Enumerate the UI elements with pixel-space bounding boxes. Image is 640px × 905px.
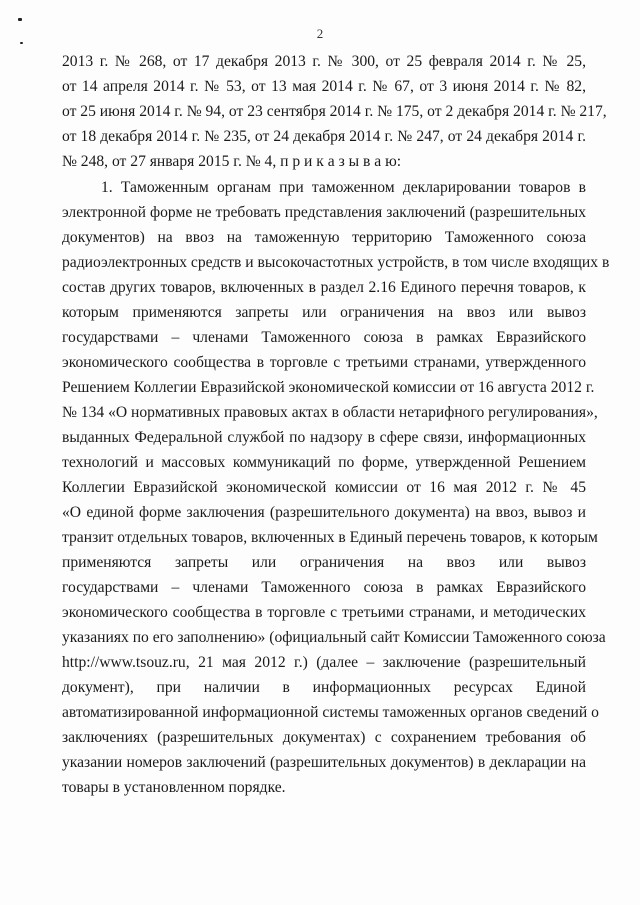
paragraph-first-line: 1. Таможенным органам при таможенном декларировании товаров в — [101, 179, 586, 196]
text-line: применяются запреты или ограничения на ввоз или вывоз — [62, 554, 586, 571]
text-line: электронной форме не требовать представления заключений (разрешительных — [62, 204, 586, 221]
text-line: указаниях по его заполнению» (официальный сайт Комиссии Таможенного союза — [62, 629, 606, 646]
text-line: Коллегии Евразийской экономической комиссии от 16 мая 2012 г. № 45 — [62, 479, 586, 496]
text-line: документ), при наличии в информационных ресурсах Единой — [62, 679, 586, 696]
text-line: от 25 июня 2014 г. № 94, от 23 сентября 2014 г. № 175, от 2 декабря 2014 г. № 217, — [62, 103, 607, 120]
text-line: государствами – членами Таможенного союза в рамках Евразийского — [62, 579, 586, 596]
text-line: экономического сообщества в торговле с третьими странами, утвержденного — [62, 354, 586, 371]
text-line: № 134 «О нормативных правовых актах в области нетарифного регулирования», — [62, 404, 598, 421]
text-line: которым применяются запреты или ограничения на ввоз или вывоз — [62, 304, 586, 321]
text-line: автоматизированной информационной системы таможенных органов сведений о — [62, 704, 599, 721]
text-line: от 14 апреля 2014 г. № 53, от 13 мая 2014 г. № 67, от 3 июня 2014 г. № 82, — [62, 78, 586, 95]
text-line: заключениях (разрешительных документах) с сохранением требования об — [62, 729, 586, 746]
text-line: транзит отдельных товаров, включенных в Единый перечень товаров, к которым — [62, 529, 598, 546]
page-number: 2 — [316, 26, 324, 41]
text-line: выданных Федеральной службой по надзору в сфере связи, информационных — [62, 429, 586, 446]
text-line: № 248, от 27 января 2015 г. № 4, п р и к а з ы в а ю: — [62, 153, 402, 170]
text-line: экономического сообщества в торговле с третьими странами, и методических — [62, 604, 586, 621]
text-line: 2013 г. № 268, от 17 декабря 2013 г. № 300, от 25 февраля 2014 г. № 25, — [62, 53, 586, 70]
text-line: товары в установленном порядке. — [62, 779, 286, 796]
text-line: http://www.tsouz.ru, 21 мая 2012 г.) (далее – заключение (разрешительный — [62, 654, 586, 671]
text-line: «О единой форме заключения (разрешительного документа) на ввоз, вывоз и — [62, 504, 586, 521]
text-line: от 18 декабря 2014 г. № 235, от 24 декабря 2014 г. № 247, от 24 декабря 2014 г. — [62, 128, 586, 145]
text-line: Решением Коллегии Евразийской экономической комиссии от 16 августа 2012 г. — [62, 379, 595, 396]
text-line: состав других товаров, включенных в раздел 2.16 Единого перечня товаров, к — [62, 279, 586, 296]
text-line: указании номеров заключений (разрешительных документов) в декларации на — [62, 754, 586, 771]
text-line: документов) на ввоз на таможенную территорию Таможенного союза — [62, 229, 586, 246]
text-line: радиоэлектронных средств и высокочастотных устройств, в том числе входящих в — [62, 254, 610, 271]
text-line: технологий и массовых коммуникаций по форме, утвержденной Решением — [62, 454, 586, 471]
text-line: государствами – членами Таможенного союза в рамках Евразийского — [62, 329, 586, 346]
